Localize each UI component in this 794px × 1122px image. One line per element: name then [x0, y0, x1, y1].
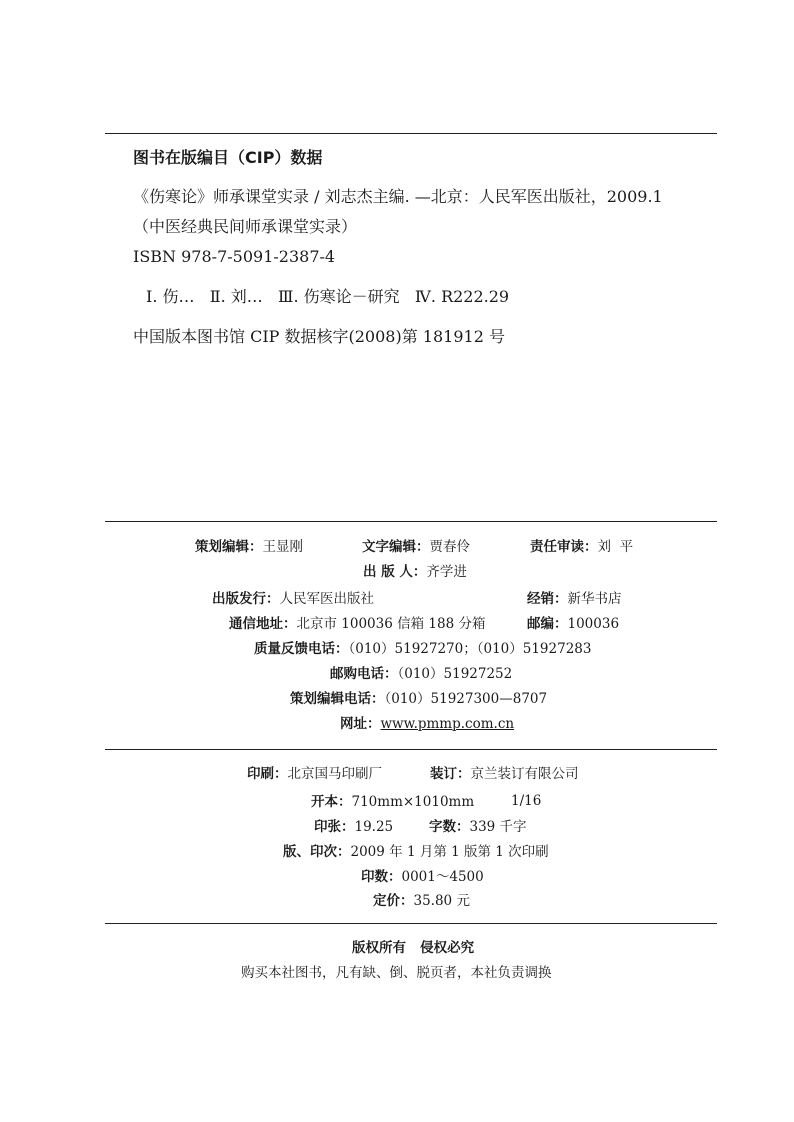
value: 王显刚: [262, 539, 303, 555]
value: （010）51927270；（010）51927283: [348, 641, 592, 657]
copyright-notice: 版权所有 侵权必究: [352, 940, 475, 956]
label: 定价：: [373, 893, 414, 909]
value: 北京国马印刷厂: [287, 766, 382, 782]
value: 2009 年 1 月第 1 版第 1 次印刷: [350, 844, 549, 860]
label: 印刷：: [247, 766, 288, 782]
edition: [283, 842, 549, 861]
word-count: [429, 817, 527, 836]
label: 邮购电话：: [330, 666, 398, 682]
value: （010）51927252: [397, 666, 513, 682]
binding: [430, 764, 579, 783]
sheets: [314, 817, 393, 836]
label: 经销：: [527, 591, 568, 607]
divider-copyright: [105, 923, 717, 924]
cip-record: 中国版本图书馆 CIP 数据核字(2008)第 181912 号: [133, 327, 505, 346]
value: 贾春伶: [429, 539, 470, 555]
divider-top: [105, 133, 717, 134]
label: 版、印次：: [283, 844, 351, 860]
address: [229, 614, 485, 633]
label: 字数：: [429, 819, 470, 835]
publisher: [212, 589, 374, 608]
feedback-phone: [254, 639, 591, 658]
cip-isbn: ISBN 978-7-5091-2387-4: [133, 247, 336, 266]
value: 19.25: [354, 819, 394, 835]
label: 文字编辑：: [362, 539, 430, 555]
format-fraction: 1/16: [511, 793, 542, 809]
label: 开本：: [311, 794, 352, 810]
value: 35.80 元: [413, 893, 470, 909]
value: 100036: [567, 616, 620, 632]
label: 质量反馈电话：: [254, 641, 349, 657]
label: 邮编：: [527, 616, 568, 632]
label: 印数：: [361, 869, 402, 885]
planning-editor: [195, 537, 303, 556]
label: 印张：: [314, 819, 355, 835]
value: 0001～4500: [401, 869, 484, 885]
return-policy: 购买本社图书，凡有缺、倒、脱页者，本社负责调换: [241, 965, 552, 981]
reviewer: [530, 537, 633, 556]
print-run: [361, 867, 484, 886]
text-editor: [362, 537, 470, 556]
cip-series: （中医经典民间师承课堂实录）: [133, 217, 358, 236]
cip-classification: Ⅰ. 伤… Ⅱ. 刘… Ⅲ. 伤寒论－研究 Ⅳ. R222.29: [146, 287, 510, 306]
divider-credits: [105, 521, 717, 522]
editor-phone: [290, 689, 547, 708]
label: 责任审读：: [530, 539, 598, 555]
divider-printing: [105, 749, 717, 750]
label: 通信地址：: [229, 616, 297, 632]
value: 刘 平: [597, 539, 634, 555]
printer: [247, 764, 382, 783]
postcode: [527, 614, 619, 633]
value: 京兰装订有限公司: [470, 766, 579, 782]
website-link[interactable]: www.pmmp.com.cn: [380, 716, 515, 732]
distributor: [527, 589, 622, 608]
label: 出 版 人：: [363, 564, 427, 580]
price: [373, 891, 470, 910]
value: 710mm×1010mm: [351, 794, 475, 810]
label: 装订：: [430, 766, 471, 782]
value: 齐学进: [426, 564, 467, 580]
label: 网址：: [340, 716, 381, 732]
cip-heading: 图书在版编目（CIP）数据: [133, 148, 323, 167]
value: （010）51927300—8707: [384, 691, 548, 707]
label: 策划编辑：: [195, 539, 263, 555]
label: 策划编辑电话：: [290, 691, 385, 707]
label: 出版发行：: [212, 591, 280, 607]
value: 新华书店: [567, 591, 622, 607]
value: 人民军医出版社: [279, 591, 374, 607]
cip-line1: 《伤寒论》师承课堂实录 / 刘志杰主编. —北京：人民军医出版社，2009.1: [133, 187, 663, 206]
publisher-person: [363, 562, 467, 581]
format: [311, 792, 474, 811]
value: 339 千字: [469, 819, 527, 835]
website: [340, 714, 514, 733]
value: 北京市 100036 信箱 188 分箱: [296, 616, 486, 632]
mail-order-phone: [330, 664, 512, 683]
